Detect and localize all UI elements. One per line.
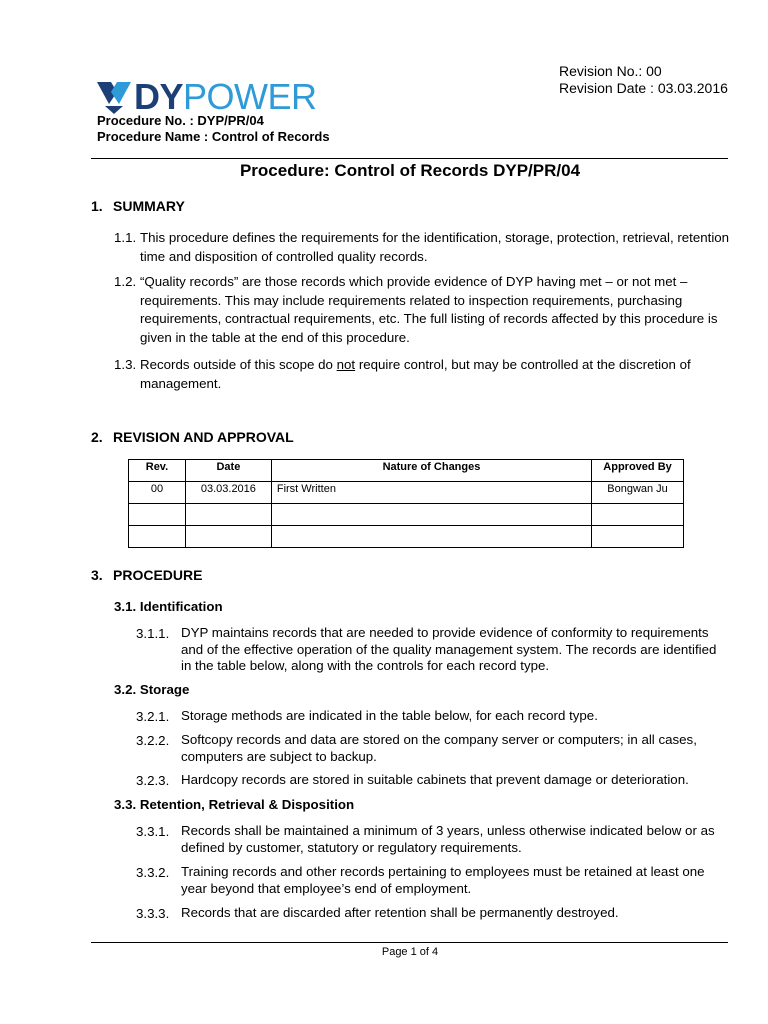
table-cell: First Written [271, 482, 591, 504]
subsection-identification-heading: 3.1. Identification [114, 599, 223, 614]
clause-number: 3.3.2. [136, 865, 170, 880]
table-cell [185, 504, 271, 526]
section-number: 3. [91, 567, 103, 583]
revision-number: Revision No.: 00 [559, 63, 662, 79]
paragraph-number: 1.3. [114, 357, 137, 372]
clause-text: Records that are discarded after retention shall be permanently destroyed. [181, 905, 619, 920]
table-row [129, 526, 684, 548]
table-cell [185, 526, 271, 548]
section-title: REVISION AND APPROVAL [113, 429, 294, 445]
logo-wordmark [134, 76, 317, 117]
summary-paragraph-2 [114, 273, 730, 347]
clause-3-2-1 [136, 708, 730, 725]
paragraph-text [140, 356, 730, 393]
section-summary-heading [91, 198, 185, 214]
clause-3-3-3 [136, 905, 730, 922]
clause-3-3-1 [136, 823, 730, 856]
section-title: PROCEDURE [113, 567, 203, 583]
summary-paragraph-3 [114, 356, 730, 393]
clause-number: 3.1.1. [136, 626, 170, 641]
clause-number: 3.2.1. [136, 709, 170, 724]
footer-divider [91, 942, 728, 943]
header-divider [91, 158, 728, 159]
table-cell [129, 504, 186, 526]
revision-table [128, 459, 684, 548]
column-header-approved-by: Approved By [592, 460, 684, 482]
clause-text: DYP maintains records that are needed to provide evidence of conformity to requirements and of the effective operation of the quality management system. The records are identified in the table below, along with the controls for each record type. [181, 625, 717, 673]
section-title: SUMMARY [113, 198, 185, 214]
section-number: 1. [91, 198, 103, 214]
procedure-name: Procedure Name : Control of Records [97, 129, 330, 144]
summary-paragraph-1 [114, 229, 730, 266]
logo-power-text: POWER [183, 76, 317, 117]
table-cell [592, 526, 684, 548]
table-cell [271, 526, 591, 548]
clause-text: Softcopy records and data are stored on the company server or computers; in all cases, computers are subject to backup. [181, 732, 697, 764]
column-header-date: Date [185, 460, 271, 482]
section-procedure-heading [91, 567, 202, 583]
subsection-storage-heading: 3.2. Storage [114, 682, 190, 697]
table-cell [271, 504, 591, 526]
table-cell [129, 526, 186, 548]
clause-number: 3.2.3. [136, 773, 170, 788]
company-logo [97, 76, 317, 117]
clause-3-2-3 [136, 772, 730, 789]
table-cell: 03.03.2016 [185, 482, 271, 504]
paragraph-number: 1.2. [114, 274, 137, 289]
document-title: Procedure: Control of Records DYP/PR/04 [239, 161, 581, 180]
clause-number: 3.3.3. [136, 906, 170, 921]
clause-number: 3.2.2. [136, 733, 170, 748]
table-header-row [129, 460, 684, 482]
underlined-word: not [336, 357, 356, 372]
clause-number: 3.3.1. [136, 824, 170, 839]
paragraph-text: This procedure defines the requirements for the identification, storage, protection, retrieval, retention time and disposition of controlled quality records. [140, 230, 730, 264]
clause-3-3-2 [136, 864, 730, 897]
revision-date: Revision Date : 03.03.2016 [559, 80, 728, 96]
column-header-rev: Rev. [129, 460, 186, 482]
clause-3-1-1 [136, 625, 730, 675]
paragraph-text-part: require control, but may be controlled at the discretion of management. [140, 357, 691, 391]
clause-text: Training records and other records pertaining to employees must be retained at least one year beyond that employee’s end of employment. [181, 864, 705, 896]
page-number: Page 1 of 4 [381, 946, 439, 958]
clause-text: Storage methods are indicated in the table below, for each record type. [181, 708, 598, 723]
column-header-nature-of-changes: Nature of Changes [271, 460, 591, 482]
table-cell [592, 504, 684, 526]
section-revision-heading [91, 429, 294, 445]
table-row [129, 504, 684, 526]
dy-power-logo-mark-icon [97, 80, 131, 114]
subsection-retention-heading: 3.3. Retention, Retrieval & Disposition [114, 797, 355, 812]
clause-text: Hardcopy records are stored in suitable cabinets that prevent damage or deterioration. [181, 772, 689, 787]
paragraph-number: 1.1. [114, 230, 137, 245]
table-cell: 00 [129, 482, 186, 504]
clause-text: Records shall be maintained a minimum of 3 years, unless otherwise indicated below or as defined by customer, statutory or regulatory requirements. [181, 823, 715, 855]
clause-3-2-2 [136, 732, 730, 765]
paragraph-text: “Quality records” are those records which provide evidence of DYP having met – or not met – requirements. This may include requirements related to inspection requirements, purchasing requirements, contractual requirements, etc. The full listing of records affected by this procedure is given in the table at the end of this procedure. [140, 274, 718, 345]
section-number: 2. [91, 429, 103, 445]
table-cell: Bongwan Ju [592, 482, 684, 504]
paragraph-text-part: Records outside of this scope do [140, 357, 337, 372]
table-row [129, 482, 684, 504]
procedure-number: Procedure No. : DYP/PR/04 [97, 113, 264, 128]
logo-dy-text: DY [134, 76, 184, 117]
